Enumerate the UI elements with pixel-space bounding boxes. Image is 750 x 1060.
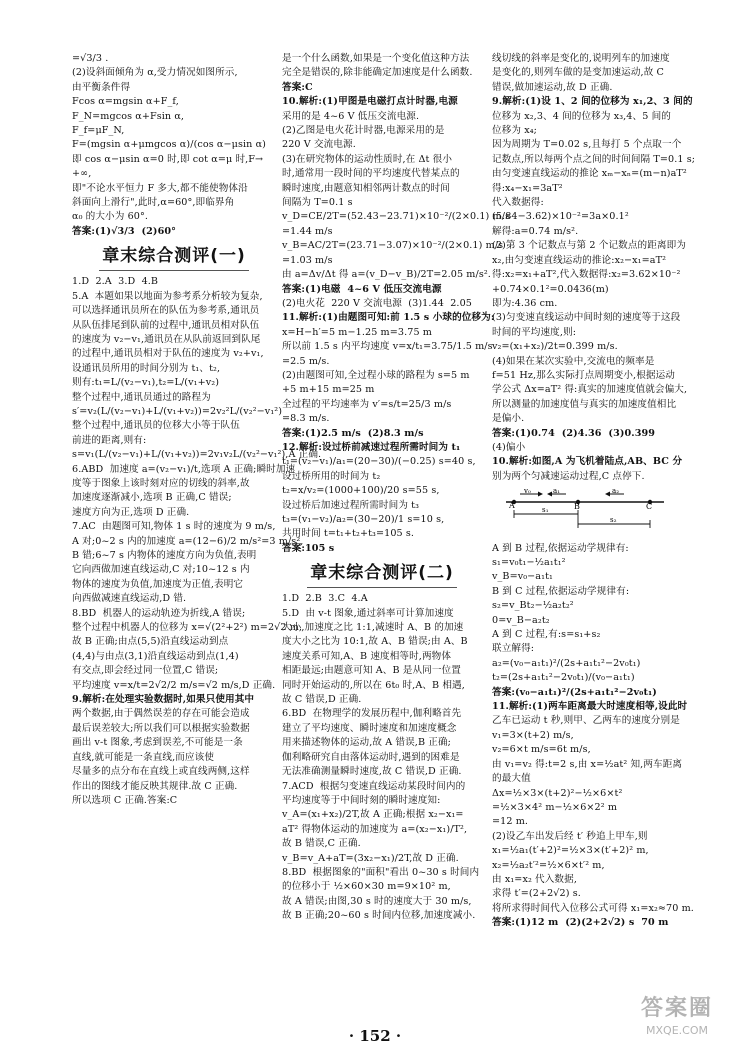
text-line: 时,通常用一段时间的平均速度代替某点的: [282, 168, 460, 180]
text-line: 故 B 正确;由点(5,5)沿直线运动到点: [72, 636, 229, 648]
col2-answers-rest: [282, 592, 482, 923]
chapter-test-heading-2: [282, 562, 482, 588]
text-line: 由匀变速直线运动的推论 xₘ−xₙ=(m−n)aT²: [492, 168, 687, 180]
text-line: 尽量多的点分布在直线上或直线两侧,这样: [72, 766, 250, 778]
text-line: B 到 C 过程,依据运动学规律有:: [492, 585, 630, 597]
heading1-text: 章末综合测评(一): [102, 246, 246, 267]
text-line: 7.ACD 根据匀变速直线运动某段时间内的: [282, 780, 466, 792]
text-line: 0=v_B−a₂t₂: [492, 614, 550, 626]
text-line: 相距最远;由题意可知 A、B 是从同一位置: [282, 665, 461, 677]
text-line: 则有:t₁=L/(v₂−v₁),t₂=L/(v₁+v₂): [72, 377, 220, 389]
text-line: 答案:C: [282, 81, 313, 93]
text-line: 位移为 x₄;: [492, 125, 538, 137]
text-line: 10.解析:(1)甲图是电磁打点计时器,电源: [282, 96, 458, 108]
page-number: · 152 ·: [348, 1027, 402, 1045]
column-right: [492, 52, 696, 998]
text-line: 220 V 交流电源.: [282, 139, 356, 151]
text-line: x=H−h′=5 m−1.25 m=3.75 m: [282, 326, 432, 338]
watermark-line1: 答案圈: [640, 996, 713, 1021]
text-line: 从队伍排尾到队前的过程中,通讯员相对队伍: [72, 319, 260, 331]
text-line: 故 A 错误;由图,30 s 时的速度大于 30 m/s,: [282, 895, 472, 907]
text-line: 的最大值: [492, 773, 531, 785]
heading2-rule: [307, 587, 457, 588]
text-line: s₂=v_Bt₂−½a₂t₂²: [492, 600, 574, 612]
text-line: 8.BD 根据图象的"面积"看出 0~30 s 时间内: [282, 866, 480, 878]
text-line: 无法准确测量瞬时速度,故 C 错误,D 正确.: [282, 766, 462, 778]
text-line: 设过桥所用的时间为 t₂: [282, 470, 381, 482]
text-line: 由 v₁=v₂ 得:t=2 s,由 x=½at² 知,两车距离: [492, 758, 683, 770]
fig-label-a1: a₁: [553, 487, 561, 496]
watermark-logo: [612, 994, 742, 1054]
col1-top-block: [72, 52, 276, 239]
text-line: 故 B 错误,C 正确.: [282, 838, 361, 850]
text-line: v₂=6×t m/s=6t m/s,: [492, 744, 591, 756]
text-line: v_B=v₀−a₁t₁: [492, 571, 553, 583]
text-line: 由 x₁=x₂ 代入数据,: [492, 873, 577, 885]
text-line: 它向西做加速直线运动,C 对;10~12 s 内: [72, 564, 250, 576]
heading2-text: 章末综合测评(二): [310, 563, 454, 584]
text-line: 即为:4.36 cm.: [492, 297, 558, 309]
text-line: 全过程的平均速率为 v′=s/t=25/3 m/s: [282, 398, 452, 410]
text-line: v₂=(x₁+x₂)/2t=0.399 m/s.: [492, 341, 618, 353]
text-line: 11.解析:(1)两车距离最大时速度相等,设此时: [492, 701, 688, 713]
text-line: 设过桥后加速过程所需时间为 t₃: [282, 499, 420, 511]
text-line: (3)匀变速直线运动中间时刻的速度等于这段: [492, 312, 681, 324]
text-line: 9.解析:在处理实验数据时,如果只使用其中: [72, 694, 255, 706]
text-line: =1.03 m/s: [282, 254, 333, 266]
text-line: (2)设乙车出发后经 t′ 秒追上甲车,则: [492, 830, 648, 842]
text-line: 求得 t′=(2+2√2) s.: [492, 888, 581, 900]
text-line: t₁=(v₂−v₁)/a₁=(20−30)/(−0.25) s=40 s,: [282, 456, 476, 468]
text-line: 是偏小.: [492, 413, 525, 425]
text-line: 直线,就可能是一条直线,而应该使: [72, 751, 215, 763]
text-line: 整个过程中,通讯员通过的路程为: [72, 391, 211, 403]
text-line: =12 m.: [492, 816, 529, 828]
chapter-test-heading-1: [72, 245, 276, 271]
text-line: A 到 B 过程,依据运动学规律有:: [492, 542, 629, 554]
fig-label-s2: s₂: [610, 516, 617, 525]
motion-diagram-svg: [500, 488, 670, 532]
text-line: 平均速度 v=x/t=2√2/2 m/s=√2 m/s,D 正确.: [72, 679, 276, 691]
text-line: x₂,由匀变速直线运动的推论:x₂−x₁=aT²: [492, 254, 667, 266]
text-line: 的速度为 v₂−v₁,通讯员在从队前返回到队尾: [72, 333, 261, 345]
text-line: f=51 Hz,那么实际打点周期变小,根据运动: [492, 369, 675, 381]
text-line: 整个过程中机器人的位移为 x=√(2²+2²) m=2√2 m,: [72, 622, 303, 634]
text-line: t₂=(2s+a₁t₁²−2v₀t₁)/(v₀−a₁t₁): [492, 672, 635, 684]
text-line: 12.解析:设过桥前减速过程所需时间为 t₁: [282, 441, 461, 453]
text-line: 是变化的,则列车做的是变加速运动,故 C: [492, 67, 664, 79]
watermark-line2: MXQE.COM: [646, 1024, 708, 1037]
heading1-rule: [99, 270, 249, 271]
fig-label-a2: a₂: [612, 487, 620, 496]
text-line: 答案:(1)0.74 (2)4.36 (3)0.399: [492, 427, 656, 439]
fig-label-s1: s₁: [542, 506, 549, 515]
text-line: 得:x₂=x₁+aT²,代入数据得:x₂=3.62×10⁻²: [492, 269, 681, 281]
text-line: 前进的距离,则有:: [72, 434, 147, 446]
text-line: 解得:a=0.74 m/s².: [492, 225, 579, 237]
text-line: 答案:(1)√3/3 (2)60°: [72, 225, 177, 237]
text-line: F=(mgsin α+μmgcos α)/(cos α−μsin α): [72, 139, 267, 151]
text-line: Fcos α=mgsin α+F_f,: [72, 96, 179, 108]
text-line: 8.BD 机器人的运动轨迹为折线,A 错误;: [72, 607, 246, 619]
text-line: 有交点,即会经过同一位置,C 错误;: [72, 665, 219, 677]
text-line: 5.A 本题如果以地面为参考系分析较为复杂,: [72, 290, 263, 302]
text-line: 时间的平均速度,则:: [492, 326, 577, 338]
text-line: t₂=x/v₂=(1000+100)/20 s=55 s,: [282, 485, 440, 497]
text-line: 10.解析:如图,A 为飞机着陆点,AB、BC 分: [492, 456, 683, 468]
text-line: 联立解得:: [492, 643, 535, 655]
text-line: 9.解析:(1)设 1、2 间的位移为 x₁,2、3 间的: [492, 96, 693, 108]
text-line: 平均速度等于中间时刻的瞬时速度知:: [282, 794, 441, 806]
text-line: F_N=mgcos α+Fsin α,: [72, 110, 185, 122]
text-line: (4)如果在某次实验中,交流电的频率是: [492, 355, 655, 367]
text-line: 物体的速度为负值,加速度为正值,表明它: [72, 578, 244, 590]
text-line: 速度关系可知,A、B 速度相等时,两物体: [282, 650, 452, 662]
text-line: 同时开始运动的,所以在 6t₀ 时,A、B 相遇,: [282, 679, 465, 691]
text-line: 的位移小于 ½×60×30 m=9×10² m,: [282, 881, 451, 893]
text-line: 所以选项 C 正确.答案:C: [72, 794, 178, 806]
text-line: +0.74×0.1²=0.0436(m): [492, 283, 609, 295]
text-line: v_B=AC/2T=(23.71−3.07)×10⁻²/(2×0.1) m/s: [282, 240, 504, 252]
text-line: 两个数据,由于偶然误差的存在可能会造成: [72, 708, 250, 720]
text-line: 由平衡条件得: [72, 81, 131, 93]
text-line: (2)设斜面倾角为 α,受力情况如图所示,: [72, 67, 238, 79]
text-line: (4,4)与由点(3,1)沿直线运动到点(1,4): [72, 650, 239, 662]
text-line: 6.ABD 加速度 a=(v₂−v₁)/t,选项 A 正确;瞬时加速: [72, 463, 296, 475]
text-line: (2)乙图是电火花计时器,电源采用的是: [282, 125, 445, 137]
text-line: 代入数据得:: [492, 197, 544, 209]
col3-answers-rest: [492, 542, 694, 931]
text-line: (2)电火花 220 V 交流电源 (3)1.44 2.05: [282, 297, 472, 309]
text-line: =8.3 m/s.: [282, 413, 330, 425]
text-line: B 错;6~7 s 内物体的速度方向为负值,表明: [72, 550, 257, 561]
text-line: 最后误差较大;所以我们可以根据实验数据: [72, 722, 250, 734]
text-line: s₁=v₀t₁−½a₁t₁²: [492, 557, 566, 568]
text-line: 1.D 2.A 3.D 4.B: [72, 276, 159, 288]
text-line: 向西做减速直线运动,D 错.: [72, 593, 187, 605]
text-line: 作出的图线才能反映其规律.故 C 正确.: [72, 780, 238, 792]
text-line: x₁=½a₁(t′+2)²=½×3×(t′+2)² m,: [492, 845, 649, 857]
text-line: 6.BD 在物理学的发展历程中,伽利略首先: [282, 708, 462, 720]
text-line: 将所求得时间代入位移公式可得 x₁=x₂≈70 m.: [492, 902, 694, 914]
text-line: (4)偏小: [492, 441, 526, 453]
text-line: 速度方向为正,选项 D 正确.: [72, 506, 190, 518]
text-line: 加速度逐渐减小,选项 B 正确,C 错误;: [72, 492, 232, 504]
text-line: 完全是错误的,除非能确定加速度是什么函数.: [282, 67, 473, 79]
text-line: v₁=3×(t+2) m/s,: [492, 729, 574, 741]
text-line: (2)第 3 个记数点与第 2 个记数点的距离即为: [492, 240, 686, 252]
text-line: 学公式 Δx=aT² 得:真实的加速度值就会偏大,: [492, 384, 688, 396]
text-line: 7.AC 由题图可知,物体 1 s 时的速度为 9 m/s,: [72, 521, 276, 533]
text-line: 瞬时速度,由题意知相邻两计数点的时间: [282, 182, 450, 194]
text-line: =½×3×4² m−½×6×2² m: [492, 801, 618, 813]
text-line: 答案:(1)12 m (2)(2+2√2) s 70 m: [492, 917, 669, 929]
text-line: aT² 得物体运动的加速度为 a=(x₂−x₁)/T²,: [282, 823, 468, 835]
fig-label-v0: v₀: [524, 487, 531, 496]
text-line: 别为两个匀减速运动过程,C 点停下.: [492, 470, 645, 482]
text-line: =1.44 m/s: [282, 225, 333, 237]
text-line: t₃=(v₁−v₂)/a₂=(30−20)/1 s=10 s,: [282, 514, 445, 525]
text-line: α₀ 的大小为 60°.: [72, 211, 149, 223]
text-line: 线切线的斜率是变化的,说明列车的加速度: [492, 53, 670, 64]
text-line: 采用的是 4~6 V 低压交流电源.: [282, 110, 420, 122]
text-line: (2)由题图可知,全过程小球的路程为 s=5 m: [282, 369, 470, 381]
text-line: 乙车已运动 t 秒,则甲、乙两车的速度分别是: [492, 715, 680, 727]
text-line: v_A=(x₁+x₂)/2T,故 A 正确;根据 x₂−x₁=: [282, 809, 464, 821]
text-line: 是一个什么函数,如果是一个变化值这种方法: [282, 53, 470, 64]
text-line: 11.解析:(1)由题图可知:前 1.5 s 小球的位移为:: [282, 312, 495, 324]
fig-label-c: C: [646, 502, 653, 512]
text-line: 因为周期为 T=0.02 s,且每打 5 个点取一个: [492, 139, 682, 151]
text-line: 由 a=Δv/Δt 得 a=(v_D−v_B)/2T=2.05 m/s².: [282, 269, 491, 281]
text-line: (5.84−3.62)×10⁻²=3a×0.1²: [492, 211, 629, 223]
text-line: Δx=½×3×(t+2)²−½×6×t²: [492, 787, 623, 799]
text-line: v_D=CE/2T=(52.43−23.71)×10⁻²/(2×0.1) m/s: [282, 211, 511, 223]
text-line: v_B=v_A+aT=(3x₂−x₁)/2T,故 D 正确.: [282, 852, 459, 864]
text-line: s′=v₂(L/(v₂−v₁)+L/(v₁+v₂))=2v₂²L/(v₂²−v₁²): [72, 405, 283, 417]
text-line: A 对;0~2 s 内的加速度 a=(12−6)/2 m/s²=3 m/s²,: [72, 535, 304, 547]
col3-answers: [492, 52, 696, 484]
text-line: 答案:(1)2.5 m/s (2)8.3 m/s: [282, 427, 424, 439]
text-line: 可以选择通讯员所在的队伍为参考系,通讯员: [72, 305, 260, 317]
text-line: +5 m+15 m=25 m: [282, 384, 375, 396]
text-line: 的过程中,通讯员相对于队伍的速度为 v₂+v₁,: [72, 348, 264, 360]
text-line: 间隔为 T=0.1 s: [282, 197, 353, 209]
text-line: 斜面向上滑行",此时,α=60°,即临界角: [72, 197, 235, 209]
text-line: 共用时间 t=t₁+t₂+t₃=105 s.: [282, 528, 415, 540]
motion-diagram: [500, 488, 686, 537]
fig-label-b: B: [574, 502, 580, 512]
text-line: =2.5 m/s.: [282, 355, 330, 367]
text-line: a₂=(v₀−a₁t₁)²/(2s+a₁t₁²−2v₀t₁): [492, 657, 641, 669]
text-line: 答案:(v₀−a₁t₁)²/(2s+a₁t₁²−2v₀t₁): [492, 686, 657, 698]
fig-label-a: A: [509, 501, 515, 511]
text-line: 所以测量的加速度值与真实的加速度值相比: [492, 398, 677, 410]
text-line: A 到 C 过程,有:s=s₁+s₂: [492, 629, 601, 641]
text-line: x₂=½a₂t′²=½×6×t′² m,: [492, 859, 605, 871]
text-line: =√3/3 .: [72, 53, 109, 64]
text-line: F_f=μF_N,: [72, 125, 125, 137]
text-line: (3)在研究物体的运动性质时,在 Δt 很小: [282, 153, 453, 165]
text-line: 设通讯员所用的时间分别为 t₁、t₂,: [72, 362, 221, 374]
text-line: 错误,做加速运动,故 D 正确.: [492, 81, 613, 93]
text-line: 故 C 错误,D 正确.: [282, 694, 362, 706]
text-line: 伽利略研究自由落体运动时,遇到的困难是: [282, 751, 460, 763]
text-line: 度大小之比为 10:1,故 A、B 错误;由 A、B: [282, 636, 468, 648]
text-line: 度等于图象上该时刻对应的切线的斜率,故: [72, 477, 250, 489]
text-line: s=v₁(L/(v₂−v₁)+L/(v₁+v₂))=2v₁v₂L/(v₂²−v₁²),A 正确.: [72, 449, 322, 461]
text-line: 答案:105 s: [282, 542, 335, 554]
text-line: 位移为 x₂,3、4 间的位移为 x₃,4、5 间的: [492, 110, 671, 122]
text-line: 大小,加速度之比 1:1,减速时 A、B 的加速: [282, 622, 464, 634]
text-line: 建立了平均速度、瞬时速度和加速度概念: [282, 722, 457, 734]
text-line: 1.D 2.B 3.C 4.A: [282, 593, 368, 605]
text-line: 5.D 由 v-t 图象,通过斜率可计算加速度: [282, 607, 454, 619]
text-line: 答案:(1)电磁 4~6 V 低压交流电源: [282, 283, 442, 295]
text-line: 故 B 正确;20~60 s 时间内位移,加速度减小.: [282, 910, 476, 922]
text-line: 所以前 1.5 s 内平均速度 v=x/t₁=3.75/1.5 m/s: [282, 341, 493, 353]
text-line: +∞,: [72, 168, 92, 180]
text-line: 即"不论水平恒力 F 多大,都不能使物体沿: [72, 182, 248, 194]
text-line: 即 cos α−μsin α=0 时,即 cot α=μ 时,F→: [72, 153, 264, 165]
text-line: 画出 v-t 图象,考虑到误差,不可能是一条: [72, 737, 243, 749]
text-line: 用来描述物体的运动,故 A 错误,B 正确;: [282, 737, 451, 749]
text-line: 得:x₄−x₁=3aT²: [492, 182, 563, 194]
text-line: 整个过程中,通讯员的位移大小等于队伍: [72, 420, 240, 432]
text-line: 记数点,所以每两个点之间的时间间隔 T=0.1 s;: [492, 153, 696, 165]
